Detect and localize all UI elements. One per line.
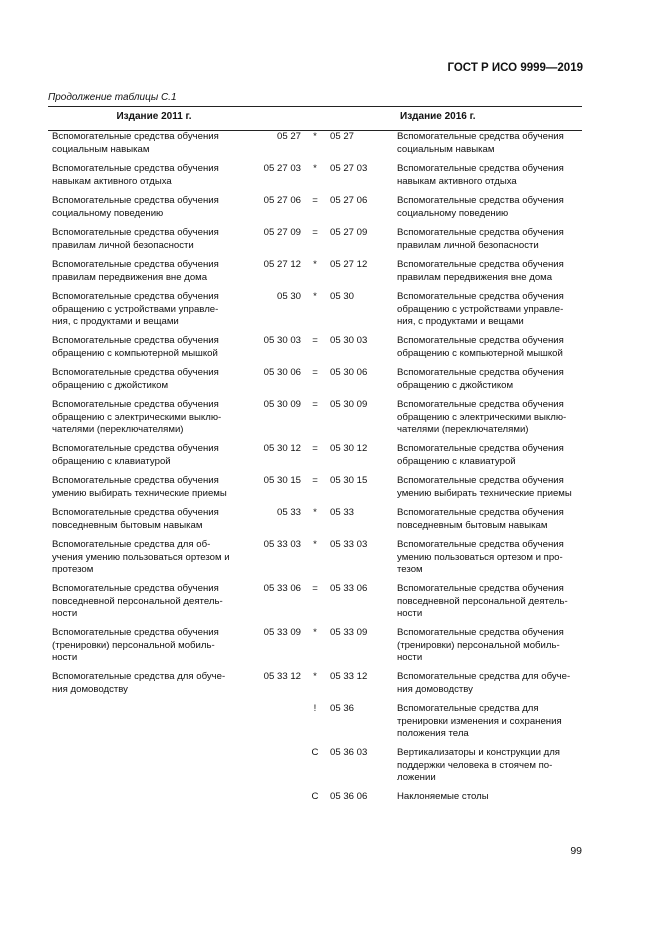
correspondence-mark: * — [313, 539, 317, 550]
new-code-cell: 05 27 12 — [330, 259, 368, 270]
new-name-cell: Вспомогательные средства обучения повседневной персональной деятель-ности — [397, 583, 568, 620]
table-row — [48, 539, 581, 577]
table-row — [48, 627, 581, 665]
old-code-cell: 05 27 06 — [263, 195, 301, 206]
old-code-cell: 05 33 03 — [263, 539, 301, 550]
table-row — [48, 703, 581, 741]
table-row — [48, 195, 581, 220]
correspondence-mark: = — [312, 195, 318, 206]
table-row — [48, 367, 581, 392]
new-name-cell: Вспомогательные средства для тренировки изменения и сохранения положения тела — [397, 703, 562, 740]
table-row — [48, 443, 581, 468]
old-code-cell: 05 33 09 — [263, 627, 301, 638]
old-name-cell: Вспомогательные средства обучения (тренировки) персональной мобиль-ности — [52, 627, 219, 664]
correspondence-mark: C — [311, 791, 319, 802]
new-code-cell: 05 33 06 — [330, 583, 368, 594]
new-name-cell: Вспомогательные средства обучения умению пользоваться ортезом и про-тезом — [397, 539, 564, 576]
new-name-cell: Вспомогательные средства обучения обращению с клавиатурой — [397, 443, 564, 467]
new-code-cell: 05 36 — [330, 703, 355, 714]
correspondence-mark: = — [312, 335, 318, 346]
new-name-cell: Вспомогательные средства обучения обращению с джойстиком — [397, 367, 564, 391]
old-name-cell: Вспомогательные средства обучения обращению с компьютерной мышкой — [52, 335, 219, 359]
new-name-cell: Вспомогательные средства обучения правилам личной безопасности — [397, 227, 564, 251]
new-code-cell: 05 27 03 — [330, 163, 368, 174]
new-name-cell: Вспомогательные средства обучения социальному поведению — [397, 195, 564, 219]
old-code-cell: 05 33 — [276, 507, 301, 518]
correspondence-mark: = — [312, 399, 318, 410]
new-code-cell: 05 33 09 — [330, 627, 368, 638]
table-row — [48, 791, 581, 804]
correspondence-mark: * — [313, 291, 317, 302]
correspondence-table — [48, 106, 582, 802]
old-code-cell: 05 30 12 — [263, 443, 301, 454]
table-row — [48, 747, 581, 785]
old-name-cell: Вспомогательные средства обучения социальным навыкам — [52, 131, 219, 155]
new-code-cell: 05 30 15 — [330, 475, 368, 486]
new-code-cell: 05 36 06 — [330, 791, 368, 802]
correspondence-mark: ! — [313, 703, 317, 714]
old-name-cell: Вспомогательные средства обучения социальному поведению — [52, 195, 219, 219]
new-name-cell: Вспомогательные средства обучения обращению с электрическими выклю-чателями (переключателями) — [397, 399, 567, 436]
new-code-cell: 05 33 12 — [330, 671, 368, 682]
new-code-cell: 05 30 03 — [330, 335, 368, 346]
old-name-cell: Вспомогательные средства обучения повседневным бытовым навыкам — [52, 507, 219, 531]
old-code-cell: 05 33 12 — [263, 671, 301, 682]
new-code-cell: 05 27 — [330, 131, 355, 142]
header-edition-2011: Издание 2011 г. — [116, 111, 192, 122]
old-name-cell: Вспомогательные средства обучения правилам личной безопасности — [52, 227, 219, 251]
table-row — [48, 671, 581, 696]
table-row — [48, 475, 581, 500]
page-number: 99 — [570, 845, 582, 857]
table-row — [48, 131, 581, 156]
old-name-cell: Вспомогательные средства обучения повседневной персональной деятель-ности — [52, 583, 223, 620]
new-name-cell: Вспомогательные средства обучения обращению с компьютерной мышкой — [397, 335, 564, 359]
old-code-cell: 05 27 09 — [263, 227, 301, 238]
old-name-cell: Вспомогательные средства для об-учения умению пользоваться ортезом и протезом — [52, 539, 230, 576]
new-code-cell: 05 30 06 — [330, 367, 368, 378]
old-code-cell: 05 30 — [276, 291, 301, 302]
old-name-cell: Вспомогательные средства обучения умению выбирать технические приемы — [52, 475, 227, 499]
table-caption: Продолжение таблицы С.1 — [48, 92, 177, 103]
table-row — [48, 335, 581, 360]
old-name-cell: Вспомогательные средства обучения обращению с джойстиком — [52, 367, 219, 391]
document-code: ГОСТ Р ИСО 9999—2019 — [447, 62, 583, 74]
old-name-cell: Вспомогательные средства обучения навыкам активного отдыха — [52, 163, 219, 187]
correspondence-mark: = — [312, 227, 318, 238]
old-name-cell: Вспомогательные средства обучения правилам передвижения вне дома — [52, 259, 219, 283]
old-name-cell: Вспомогательные средства для обуче-ния домоводству — [52, 671, 226, 695]
table-row — [48, 583, 581, 621]
new-code-cell: 05 30 — [330, 291, 355, 302]
new-name-cell: Вспомогательные средства обучения правилам передвижения вне дома — [397, 259, 564, 283]
correspondence-mark: * — [313, 163, 317, 174]
old-code-cell: 05 27 12 — [263, 259, 301, 270]
new-code-cell: 05 30 09 — [330, 399, 368, 410]
old-name-cell: Вспомогательные средства обучения обращению с электрическими выклю-чателями (переключателями) — [52, 399, 222, 436]
correspondence-mark: = — [312, 367, 318, 378]
old-code-cell: 05 30 03 — [263, 335, 301, 346]
new-name-cell: Вспомогательные средства обучения социальным навыкам — [397, 131, 564, 155]
new-code-cell: 05 36 03 — [330, 747, 368, 758]
new-name-cell: Вспомогательные средства для обуче-ния домоводству — [397, 671, 571, 695]
correspondence-mark: * — [313, 627, 317, 638]
old-code-cell: 05 30 09 — [263, 399, 301, 410]
correspondence-mark: * — [313, 131, 317, 142]
new-name-cell: Вертикализаторы и конструкции для поддержки человека в стоячем по-ложении — [397, 747, 560, 784]
header-edition-2016: Издание 2016 г. — [400, 111, 476, 122]
new-name-cell: Вспомогательные средства обучения (тренировки) персональной мобиль-ности — [397, 627, 564, 664]
correspondence-mark: * — [313, 259, 317, 270]
old-code-cell: 05 30 06 — [263, 367, 301, 378]
old-code-cell: 05 30 15 — [263, 475, 301, 486]
new-code-cell: 05 33 — [330, 507, 355, 518]
new-code-cell: 05 33 03 — [330, 539, 368, 550]
table-row — [48, 227, 581, 252]
table-row — [48, 507, 581, 532]
old-name-cell: Вспомогательные средства обучения обращению с клавиатурой — [52, 443, 219, 467]
new-code-cell: 05 27 09 — [330, 227, 368, 238]
correspondence-mark: C — [311, 747, 319, 758]
new-name-cell: Наклоняемые столы — [397, 791, 489, 802]
table-header — [48, 106, 582, 131]
table-row — [48, 259, 581, 284]
old-code-cell: 05 27 — [276, 131, 301, 142]
old-code-cell: 05 27 03 — [263, 163, 301, 174]
correspondence-mark: = — [312, 583, 318, 594]
new-name-cell: Вспомогательные средства обучения повседневным бытовым навыкам — [397, 507, 564, 531]
new-code-cell: 05 30 12 — [330, 443, 368, 454]
old-code-cell: 05 33 06 — [263, 583, 301, 594]
correspondence-mark: = — [312, 475, 318, 486]
table-row — [48, 291, 581, 329]
correspondence-mark: = — [312, 443, 318, 454]
table-row — [48, 399, 581, 437]
new-code-cell: 05 27 06 — [330, 195, 368, 206]
new-name-cell: Вспомогательные средства обучения умению выбирать технические приемы — [397, 475, 572, 499]
new-name-cell: Вспомогательные средства обучения навыкам активного отдыха — [397, 163, 564, 187]
new-name-cell: Вспомогательные средства обучения обращению с устройствами управле-ния, с продуктами и вещами — [397, 291, 564, 328]
old-name-cell: Вспомогательные средства обучения обращению с устройствами управле-ния, с продуктами и вещами — [52, 291, 219, 328]
table-row — [48, 163, 581, 188]
correspondence-mark: * — [313, 671, 317, 682]
correspondence-mark: * — [313, 507, 317, 518]
